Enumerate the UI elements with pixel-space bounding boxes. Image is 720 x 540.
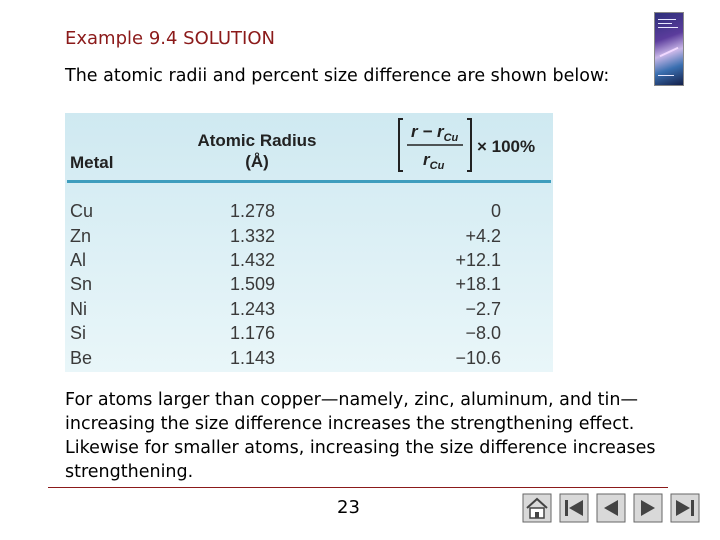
radius-cell: 1.143 — [229, 348, 276, 368]
radius-cell: 1.509 — [229, 274, 276, 294]
metal-cell: Si — [70, 323, 87, 343]
metal-cell: Be — [70, 348, 93, 368]
header-radius-line2: (Å) — [245, 152, 269, 171]
first-icon[interactable] — [559, 493, 589, 523]
metal-cell: Ni — [70, 299, 87, 319]
slide-title: Example 9.4 SOLUTION — [65, 28, 275, 49]
footer-divider — [48, 487, 668, 488]
home-icon[interactable] — [522, 493, 552, 523]
page-number: 23 — [337, 497, 360, 518]
pct-cell: −10.6 — [455, 348, 501, 368]
table-row — [65, 226, 553, 250]
metal-cell: Cu — [70, 201, 94, 221]
table-row — [65, 348, 553, 372]
radius-cell: 1.278 — [229, 201, 276, 221]
intro-text: The atomic radii and percent size difference are shown below: — [65, 66, 610, 86]
next-icon[interactable] — [633, 493, 663, 523]
svg-text:rCu — [423, 150, 445, 172]
last-icon[interactable] — [670, 493, 700, 523]
formula-denominator-sub: Cu — [429, 160, 445, 172]
radius-cell: 1.432 — [229, 250, 276, 270]
book-cover-image — [654, 12, 684, 86]
pct-cell: +12.1 — [455, 250, 501, 270]
formula-sub: Cu — [443, 132, 459, 144]
table-row — [65, 250, 553, 274]
prev-icon[interactable] — [596, 493, 626, 523]
formula-times: × 100% — [477, 137, 536, 156]
explanation-text: For atoms larger than copper—namely, zinc, aluminum, and tin— increasing the size difference increases the strengthening effect. Likewise for smaller atoms, increasing the size difference increases strengthening. — [65, 390, 656, 482]
pct-cell: −8.0 — [465, 323, 501, 343]
header-radius-line1: Atomic Radius — [197, 131, 317, 150]
header-metal: Metal — [70, 153, 114, 172]
pct-cell: +4.2 — [465, 226, 501, 246]
formula-denominator: r — [423, 150, 430, 169]
table-row — [65, 274, 553, 298]
pct-cell: −2.7 — [465, 299, 501, 319]
table-row — [65, 299, 553, 323]
pct-cell: +18.1 — [455, 274, 501, 294]
radius-cell: 1.176 — [229, 323, 276, 343]
radius-cell: 1.243 — [229, 299, 276, 319]
svg-text:r − rCu — [411, 122, 459, 144]
header-rule — [67, 180, 551, 183]
header-atomic-radius — [187, 130, 327, 172]
metal-cell: Al — [70, 250, 87, 270]
metal-cell: Zn — [70, 226, 92, 246]
metal-cell: Sn — [70, 274, 93, 294]
atomic-radius-table — [65, 113, 553, 372]
pct-cell: 0 — [490, 201, 501, 221]
table-row — [65, 323, 553, 347]
formula-numerator: r − r — [411, 122, 444, 141]
percent-difference-formula — [397, 117, 557, 173]
table-row — [65, 201, 553, 225]
radius-cell: 1.332 — [229, 226, 276, 246]
